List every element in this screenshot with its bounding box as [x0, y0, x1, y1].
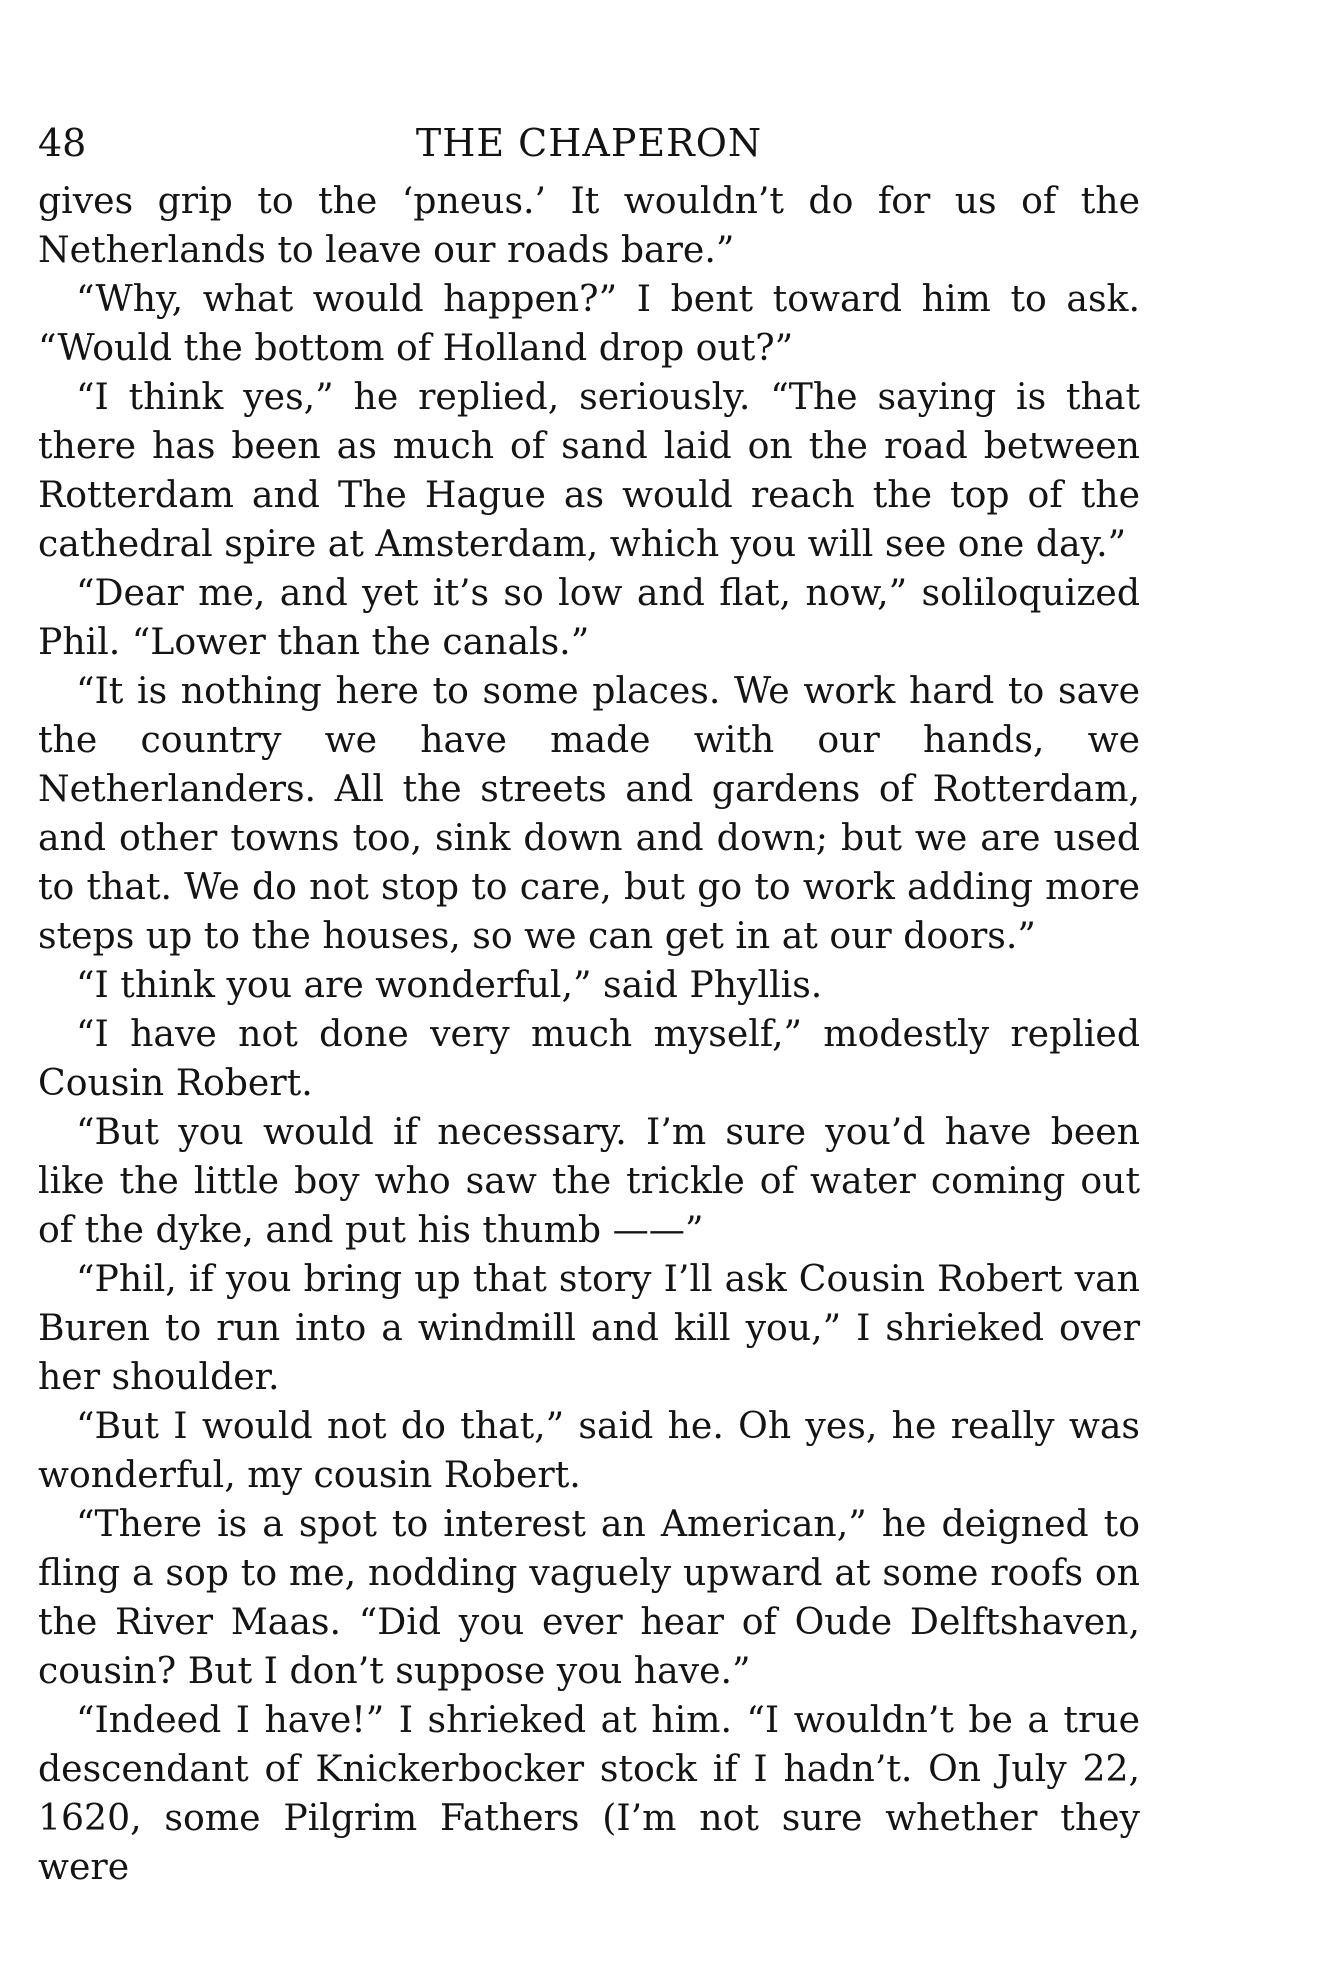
paragraph: “But I would not do that,” said he. Oh yes, he really was wonderful, my cousin Robert.	[38, 1404, 1140, 1496]
paragraph: “But you would if necessary. I’m sure you’d have been like the little boy who saw the trickle of water coming out of the dyke, and put his thumb ——”	[38, 1110, 1140, 1251]
running-head	[38, 118, 1140, 168]
body-text	[38, 176, 1140, 1891]
paragraph: “Indeed I have!” I shrieked at him. “I wouldn’t be a true descendant of Knickerbocker stock if I hadn’t. On July 22, 1620, some Pilgrim Fathers (I’m not sure whether they were	[38, 1698, 1140, 1888]
paragraph: “Phil, if you bring up that story I’ll ask Cousin Robert van Buren to run into a windmill and kill you,” I shrieked over her shoulder.	[38, 1257, 1140, 1398]
page-number: 48	[38, 121, 87, 165]
paragraph: “It is nothing here to some places. We work hard to save the country we have made with our hands, we Netherlanders. All the streets and gardens of Rotterdam, and other towns too, sink down and down; but we are used to that. We do not stop to care, but go to work adding more steps up to the houses, so we can get in at our doors.”	[38, 669, 1140, 957]
paragraph: “Dear me, and yet it’s so low and flat, now,” soliloquized Phil. “Lower than the canals.”	[38, 571, 1140, 663]
paragraph: “I think you are wonderful,” said Phyllis.	[76, 963, 823, 1006]
paragraph: gives grip to the ‘pneus.’ It wouldn’t do for us of the Netherlands to leave our roads bare.”	[38, 179, 1140, 271]
paragraph: “Why, what would happen?” I bent toward him to ask. “Would the bottom of Holland drop out?”	[38, 277, 1140, 369]
paragraph: “I have not done very much myself,” modestly replied Cousin Robert.	[38, 1012, 1140, 1104]
book-title: THE CHAPERON	[415, 121, 763, 165]
paragraph: “I think yes,” he replied, seriously. “The saying is that there has been as much of sand laid on the road between Rotterdam and The Hague as would reach the top of the cathedral spire at Amsterdam, which you will see one day.”	[38, 375, 1140, 565]
paragraph: “There is a spot to interest an American,” he deigned to fling a sop to me, nodding vaguely upward at some roofs on the River Maas. “Did you ever hear of Oude Delftshaven, cousin? But I don’t suppose you have.”	[38, 1502, 1140, 1692]
